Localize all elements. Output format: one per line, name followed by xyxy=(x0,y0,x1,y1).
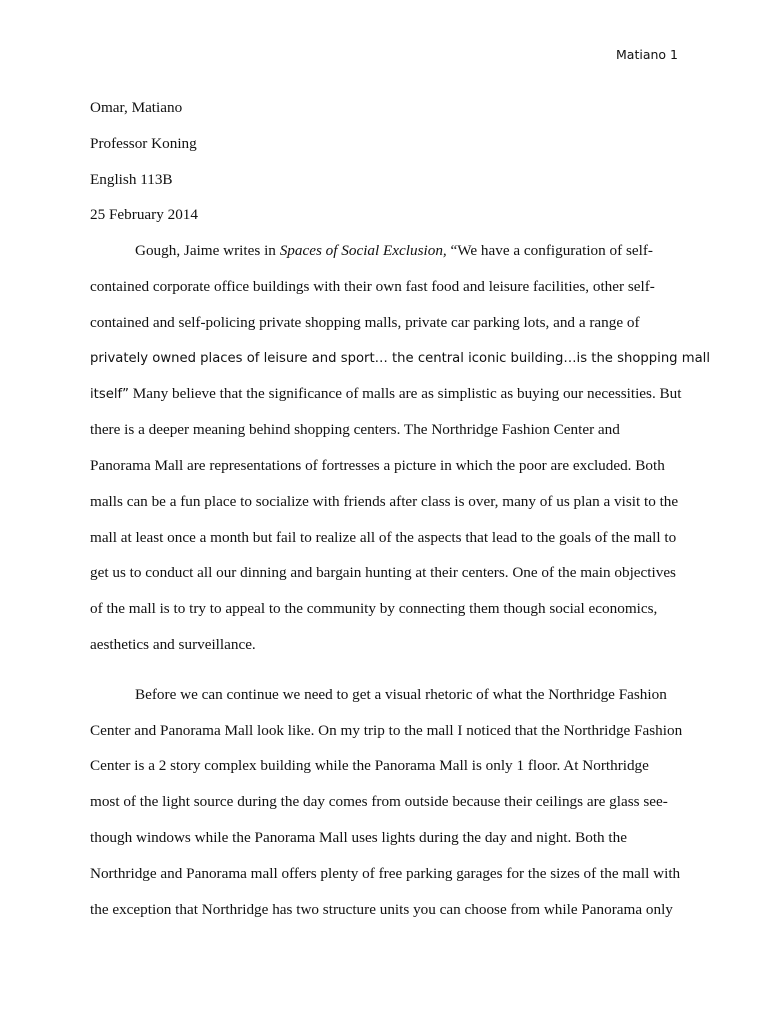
paragraph-spacer xyxy=(90,663,680,677)
paragraph-1 xyxy=(90,233,710,663)
paragraph-line: most of the light source during the day comes from outside because their ceilings are glass see- xyxy=(90,793,668,811)
paragraph-line: Panorama Mall are representations of fortresses a picture in which the poor are excluded. Both xyxy=(90,456,665,474)
paragraph-line: privately owned places of leisure and sport… the central iconic building…is the shopping mall xyxy=(90,350,710,366)
author-name: Omar, Matiano xyxy=(90,99,183,116)
paragraph-line: Gough, Jaime writes in Spaces of Social Exclusion, “We have a configuration of self- xyxy=(135,242,653,260)
paragraph-line: Northridge and Panorama mall offers plenty of free parking garages for the sizes of the mall with xyxy=(90,864,681,882)
paragraph-line: the exception that Northridge has two structure units you can choose from while Panorama only xyxy=(90,900,673,918)
paragraph-line: itself” Many believe that the significance of malls are as simplistic as buying our necessities. But xyxy=(90,385,682,403)
paragraph-line: malls can be a fun place to socialize with friends after class is over, many of us plan a visit to the xyxy=(90,492,679,510)
professor-name: Professor Koning xyxy=(90,134,197,152)
course-name: English 113B xyxy=(90,170,173,188)
paragraph-line: there is a deeper meaning behind shopping centers. The Northridge Fashion Center and xyxy=(90,421,620,439)
paragraph-line: get us to conduct all our dinning and bargain hunting at their centers. One of the main objectives xyxy=(90,564,676,582)
essay-date: 25 February 2014 xyxy=(90,206,198,224)
cited-title: Spaces of Social Exclusion, xyxy=(279,242,447,260)
running-header: Matiano 1 xyxy=(616,47,678,62)
paragraph-line: Before we can continue we need to get a visual rhetoric of what the Northridge Fashion xyxy=(135,685,667,703)
paragraph-line: of the mall is to try to appeal to the community by connecting them though social economics, xyxy=(90,600,658,618)
document-body xyxy=(90,90,710,927)
paragraph-line: Center is a 2 story complex building while the Panorama Mall is only 1 floor. At Northridge xyxy=(90,757,649,775)
paragraph-line: contained corporate office buildings with their own fast food and leisure facilities, other self- xyxy=(90,277,655,295)
paragraph-line: though windows while the Panorama Mall uses lights during the day and night. Both the xyxy=(90,828,627,846)
paragraph-line: contained and self-policing private shopping malls, private car parking lots, and a range of xyxy=(90,313,640,331)
paragraph-line: Center and Panorama Mall look like. On my trip to the mall I noticed that the Northridge Fashion xyxy=(90,721,683,739)
paragraph-2 xyxy=(90,677,683,928)
paragraph-line: mall at least once a month but fail to realize all of the aspects that lead to the goals of the mall to xyxy=(90,528,677,546)
paragraph-line: aesthetics and surveillance. xyxy=(90,635,256,653)
